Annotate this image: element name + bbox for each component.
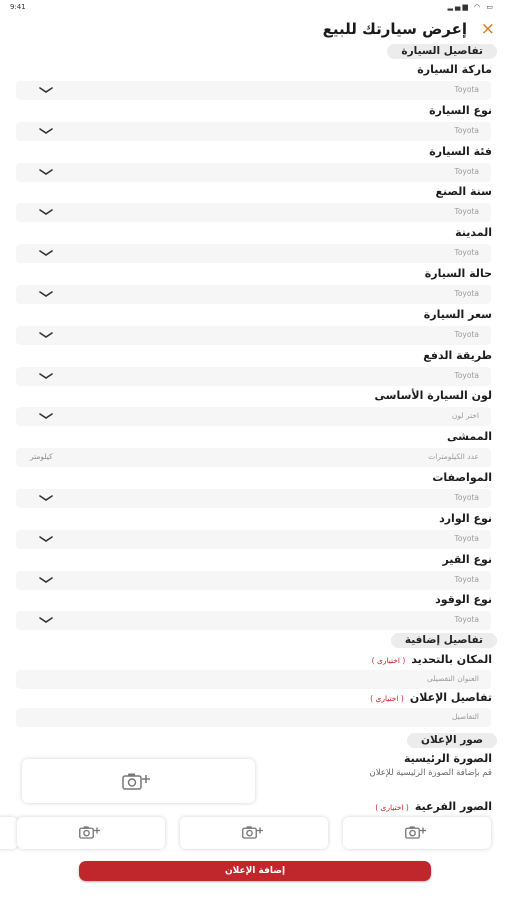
field-value: Toyota [454, 330, 479, 339]
field-label: المواصفات [432, 471, 492, 484]
optional-tag: ( اختيارى ) [375, 803, 409, 812]
chevron-down-icon [38, 330, 54, 340]
chevron-down-icon [38, 534, 54, 544]
status-icons: ▂▄▆ ◠ ▭ [447, 3, 495, 11]
field-value: Toyota [454, 371, 479, 380]
add-photo-icon [405, 825, 429, 839]
field-label: الممشى [447, 430, 492, 443]
chevron-down-icon [38, 289, 54, 299]
field-placeholder: عدد الكيلومترات [428, 452, 479, 461]
chevron-down-icon [38, 493, 54, 503]
sub-photo-upload-3[interactable] [17, 817, 165, 849]
field-label: نوع القير [442, 553, 492, 566]
chevron-down-icon [38, 207, 54, 217]
field-value: Toyota [454, 207, 479, 216]
field-value: Toyota [454, 575, 479, 584]
add-ad-button[interactable]: إضافة الإعلان [79, 861, 431, 881]
ad-details-placeholder: التفاصيل [451, 712, 479, 721]
field-value: Toyota [454, 493, 479, 502]
field-value: Toyota [454, 167, 479, 176]
field-label: المدينة [455, 226, 492, 239]
location-label [372, 653, 492, 666]
field-label: لون السيارة الأساسى [374, 389, 492, 402]
field-label: سعر السيارة [423, 308, 492, 321]
dropdown-select[interactable] [16, 81, 491, 100]
dropdown-select[interactable] [16, 367, 491, 386]
ad-details-label-text: تفاصيل الإعلان [409, 691, 492, 704]
field-label: حالة السيارة [424, 267, 492, 280]
page-title: إعرض سيارتك للبيع [322, 20, 467, 38]
dropdown-select[interactable] [16, 326, 491, 345]
dropdown-select[interactable] [16, 407, 491, 426]
location-label-text: المكان بالتحديد [411, 653, 492, 666]
main-photo-description: قم بإضافة الصورة الرئيسية للإعلان [369, 768, 492, 778]
field-label: طريقة الدفع [423, 349, 492, 362]
section-car-details: تفاصيل السيارة [387, 44, 497, 59]
add-photo-icon [79, 825, 103, 839]
section-additional-details: تفاصيل إضافية [391, 633, 497, 648]
chevron-down-icon [38, 615, 54, 625]
mileage-input[interactable] [16, 448, 491, 467]
ad-details-label [370, 691, 492, 704]
add-photo-icon [122, 772, 154, 790]
close-icon[interactable]: × [480, 19, 495, 39]
field-value: Toyota [454, 615, 479, 624]
main-photo-label: الصورة الرئيسية [403, 752, 492, 765]
sub-photo-upload-1[interactable] [343, 817, 491, 849]
chevron-down-icon [38, 411, 54, 421]
field-value: Toyota [454, 534, 479, 543]
dropdown-select[interactable] [16, 285, 491, 304]
main-photo-upload[interactable] [22, 759, 255, 803]
optional-tag: ( اختيارى ) [370, 694, 404, 703]
chevron-down-icon [38, 371, 54, 381]
optional-tag: ( اختيارى ) [371, 656, 406, 665]
status-bar [0, 0, 507, 14]
dropdown-select[interactable] [16, 611, 491, 630]
dropdown-select[interactable] [16, 244, 491, 263]
chevron-down-icon [38, 85, 54, 95]
field-label: فئة السيارة [429, 145, 492, 158]
field-value: اختر لون [451, 411, 479, 420]
field-label: نوع السيارة [429, 104, 492, 117]
sub-photo-upload-4[interactable] [0, 817, 18, 849]
location-placeholder: العنوان التفصيلى [426, 674, 479, 683]
field-label: نوع الوارد [439, 512, 492, 525]
ad-details-input[interactable] [16, 708, 491, 727]
field-value: Toyota [454, 85, 479, 94]
dropdown-select[interactable] [16, 163, 491, 182]
section-ad-photos: صور الإعلان [407, 733, 497, 748]
sub-photos-label-text: الصور الفرعية [414, 800, 492, 813]
field-label: سنة الصنع [435, 185, 492, 198]
field-value: Toyota [454, 289, 479, 298]
dropdown-select[interactable] [16, 203, 491, 222]
field-label: نوع الوقود [435, 593, 492, 606]
chevron-down-icon [38, 167, 54, 177]
location-input[interactable] [16, 670, 491, 689]
add-photo-icon [242, 825, 266, 839]
dropdown-select[interactable] [16, 530, 491, 549]
dropdown-select[interactable] [16, 489, 491, 508]
field-value: Toyota [454, 248, 479, 257]
dropdown-select[interactable] [16, 122, 491, 141]
chevron-down-icon [38, 248, 54, 258]
page-header [0, 18, 507, 42]
field-value: Toyota [454, 126, 479, 135]
chevron-down-icon [38, 126, 54, 136]
field-label: ماركة السيارة [417, 63, 492, 76]
dropdown-select[interactable] [16, 571, 491, 590]
chevron-down-icon [38, 575, 54, 585]
status-time: 9:41 [10, 3, 26, 11]
sub-photo-upload-2[interactable] [180, 817, 328, 849]
unit-label: كيلومتر [30, 452, 53, 461]
sub-photos-label [375, 800, 492, 813]
